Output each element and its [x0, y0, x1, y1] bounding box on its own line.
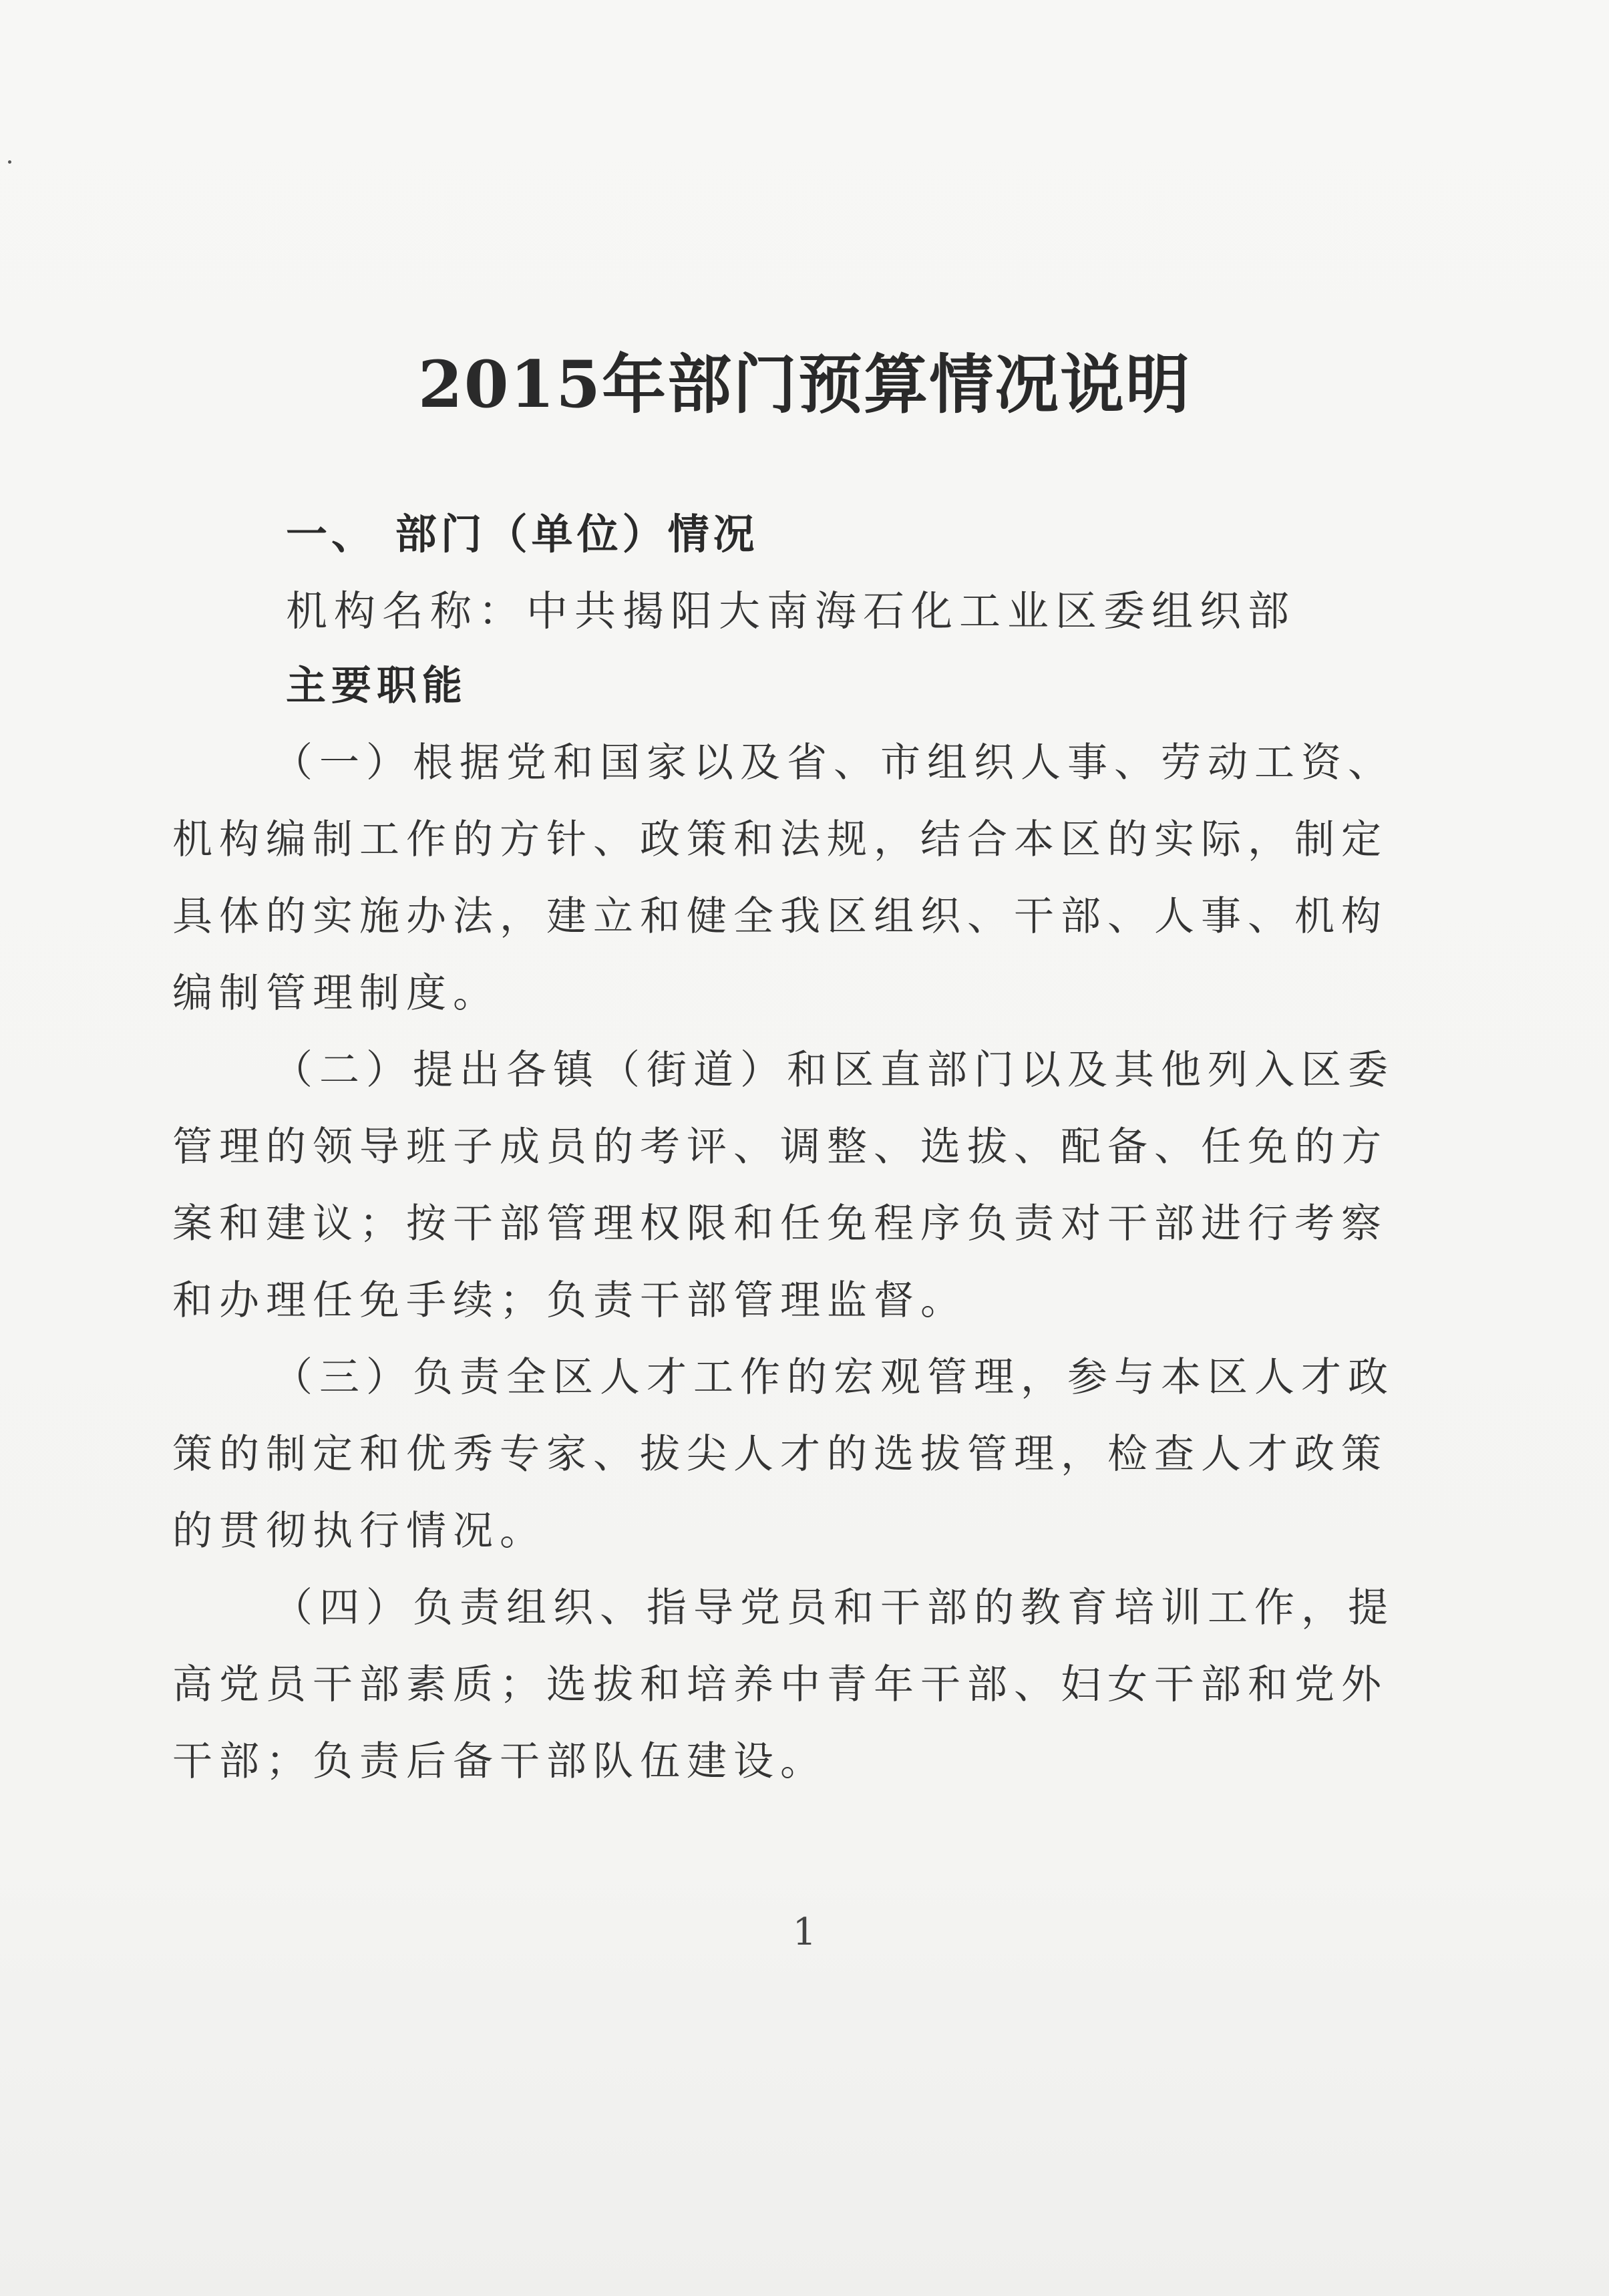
- functions-label: 主要职能: [286, 663, 468, 709]
- document-title: 2015年部门预算情况说明: [417, 347, 1192, 422]
- paragraph-3: （三）负责全区人才工作的宏观管理，参与本区人才政策的制定和优秀专家、拔尖人才的选拔管理，检查人才政策的贯彻执行情况。: [172, 1354, 1395, 1554]
- paragraph-2: （二）提出各镇（街道）和区直部门以及其他列入区委管理的领导班子成员的考评、调整、选拔、配备、任免的方案和建议；按干部管理权限和任免程序负责对干部进行考察和办理任免手续；负责干部管理监督。: [172, 1047, 1395, 1324]
- organization-name: 机构名称：中共揭阳大南海石化工业区委组织部: [286, 587, 1296, 635]
- document-body: [172, 494, 1415, 1800]
- scan-speck: [8, 160, 11, 164]
- section-heading: 一、 部门（单位）情况: [286, 510, 759, 558]
- paragraph-4: （四）负责组织、指导党员和干部的教育培训工作，提高党员干部素质；选拔和培养中青年干部、妇女干部和党外干部；负责后备干部队伍建设。: [172, 1585, 1395, 1785]
- paragraph-1: （一）根据党和国家以及省、市组织人事、劳动工资、机构编制工作的方针、政策和法规，结合本区的实际，制定具体的实施办法，建立和健全我区组织、干部、人事、机构编制管理制度。: [172, 740, 1395, 1017]
- page-number: 1: [792, 1911, 817, 1954]
